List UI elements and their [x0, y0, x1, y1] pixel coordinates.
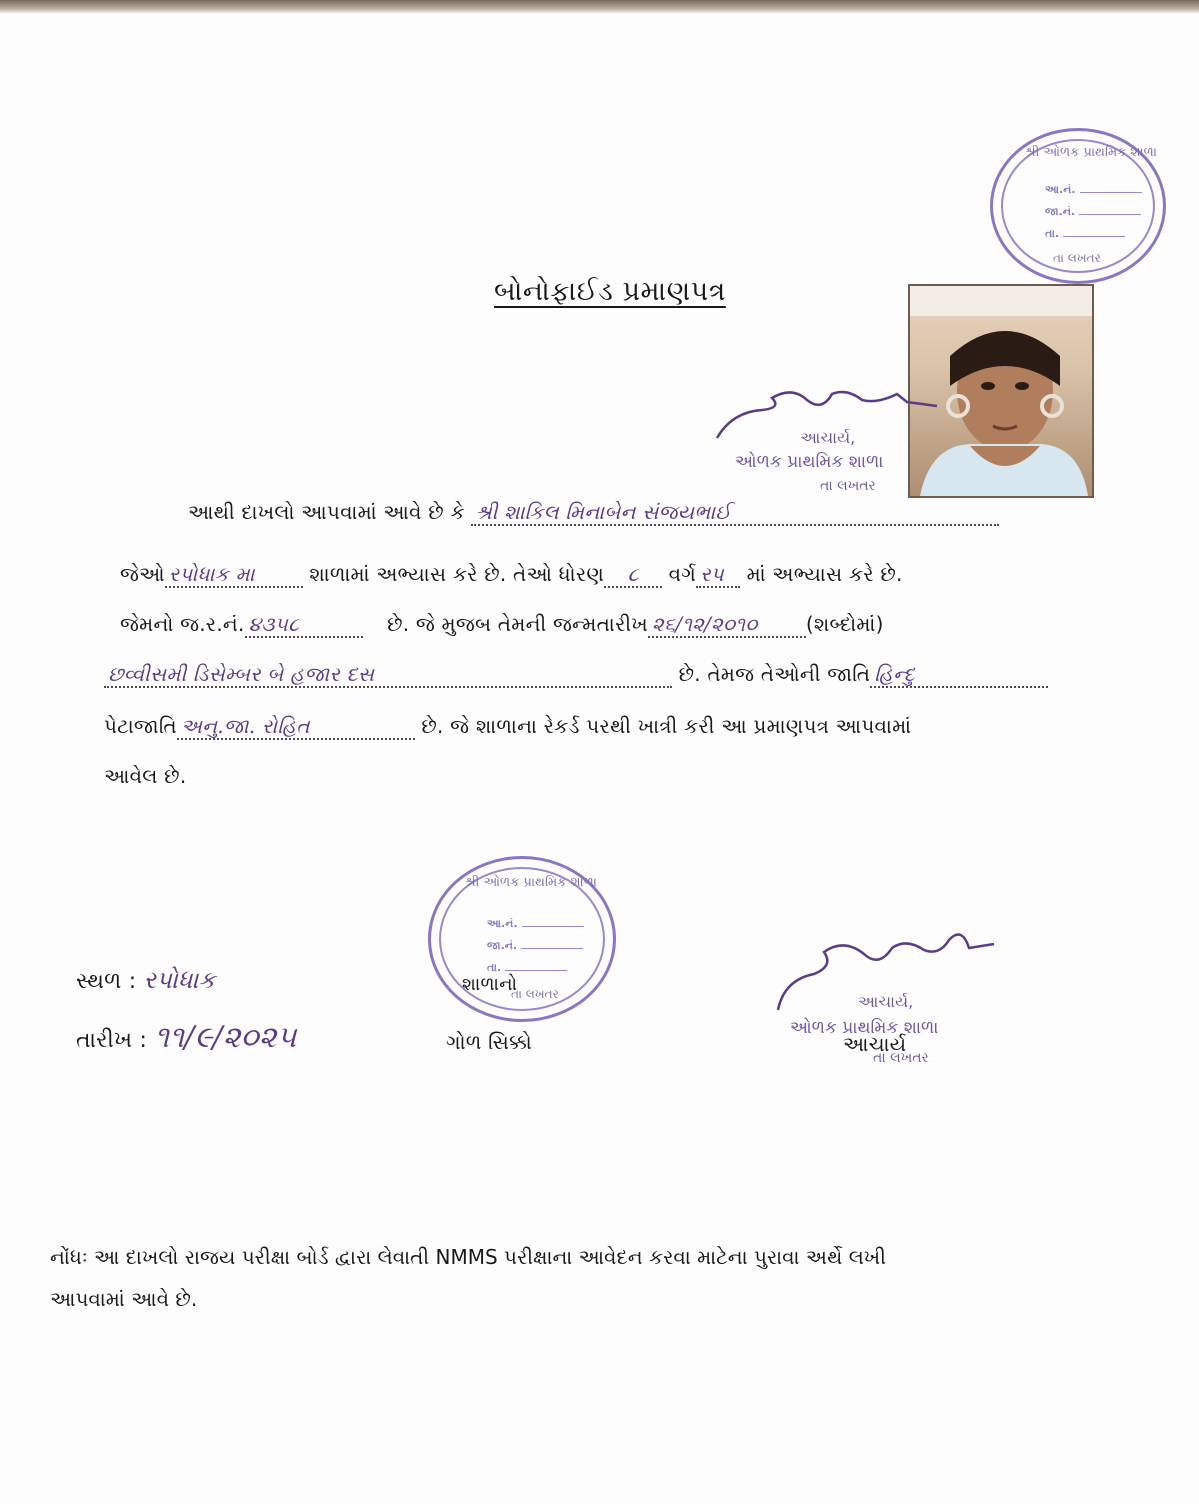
- stamp-row-2: જા.નં.: [487, 939, 583, 953]
- para-line-3: જેમનો જ.ર.નં. ૪૩૫૮ છે. જે મુજબ તેમની જન્મતારીખ ૨૬/૧૨/૨૦૧૦ (શબ્દોમાં): [120, 612, 884, 636]
- place-row: [76, 966, 216, 994]
- stamp-row-1: આ.નં.: [487, 917, 584, 931]
- para-line-5: પેટાજાતિ અનુ.જા. રોહિત છે. જે શાળાના રેકર્ડ પરથી ખાત્રી કરી આ પ્રમાણપત્ર આપવામાં: [104, 714, 912, 738]
- school-round-stamp-middle: [428, 856, 616, 1022]
- class-field: રપ: [696, 562, 740, 588]
- stamp-school-name: શ્રી ઓળક પ્રાથમિક શાળા: [1025, 145, 1157, 160]
- page-top-edge: [0, 0, 1199, 14]
- student-name-field: શ્રી શાકિલ મિનાબેન સંજયભાઈ: [471, 500, 999, 526]
- para-line-1: આથી દાખલો આપવામાં આવે છે કે શ્રી શાકિલ મિનાબેન સંજયભાઈ: [188, 500, 999, 526]
- standard-field: ૮: [604, 562, 662, 588]
- stamp-school-name: શ્રી ઓળક પ્રાથમિક શાળા: [465, 875, 597, 890]
- principal-school-bottom: ઓળક પ્રાથમિક શાળા: [790, 1018, 939, 1038]
- stamp-row-1: આ.નં.: [1045, 183, 1142, 197]
- dob-words-field: છવ્વીસમી ડિસેમ્બર બે હજાર દસ: [104, 662, 672, 688]
- principal-label: આચાર્ય: [843, 1032, 907, 1056]
- dob-field: ૨૬/૧૨/૨૦૧૦: [648, 612, 806, 638]
- stamp-row-3: તા.: [487, 961, 567, 975]
- para-line-2: જેઓ રપોધાક મા શાળામાં અભ્યાસ કરે છે. તેઓ ધોરણ ૮ વર્ગ રપ માં અભ્યાસ કરે છે.: [120, 562, 903, 586]
- round-seal-label: ગોળ સિક્કો: [446, 1030, 532, 1054]
- principal-taluka-bottom: તા લખતર: [873, 1050, 929, 1066]
- school-round-stamp-top: [990, 128, 1166, 284]
- principal-taluka-top: તા લખતર: [820, 478, 876, 494]
- place-label: સ્થળ :: [76, 969, 137, 994]
- school-name-field: રપોધાક મા: [165, 562, 303, 588]
- principal-title-top: આચાર્ય,: [800, 428, 856, 447]
- principal-title-bottom: આચાર્ય,: [858, 992, 914, 1011]
- school-seal-label: શાળાનો: [462, 974, 518, 995]
- para-line-6: આવેલ છે.: [104, 764, 187, 788]
- gr-number-field: ૪૩૫૮: [245, 612, 363, 638]
- stamp-row-2: જા.નં.: [1045, 205, 1141, 219]
- date-row: [76, 1020, 297, 1055]
- stamp-row-3: તા.: [1045, 227, 1125, 241]
- principal-school-top: ઓળક પ્રાથમિક શાળા: [735, 452, 884, 472]
- note-line-1: નોંધઃ આ દાખલો રાજય પરીક્ષા બોર્ડ દ્વારા લેવાતી NMMS પરીક્ષાના આવેદન કરવા માટેના પુરાવા અર્થે લખી: [50, 1245, 886, 1269]
- subcaste-field: અનુ.જા. રોહિત: [177, 714, 415, 740]
- para-line-4: છવ્વીસમી ડિસેમ્બર બે હજાર દસ છે. તેમજ તેઓની જાતિ હિન્દુ: [104, 662, 1048, 688]
- certificate-title: બોનોફાઈડ પ્રમાણપત્ર: [494, 276, 726, 307]
- stamp-taluka: તા લખતર: [1053, 251, 1101, 265]
- place-value: રપોધાક: [143, 966, 216, 994]
- stamp-taluka: તા લખતર: [511, 987, 559, 1001]
- note-line-2: આપવામાં આવે છે.: [50, 1287, 198, 1311]
- date-value: ૧૧/૯/૨૦૨૫: [154, 1020, 297, 1055]
- caste-field: હિન્દુ: [870, 662, 1048, 688]
- date-label: તારીખ :: [76, 1028, 148, 1053]
